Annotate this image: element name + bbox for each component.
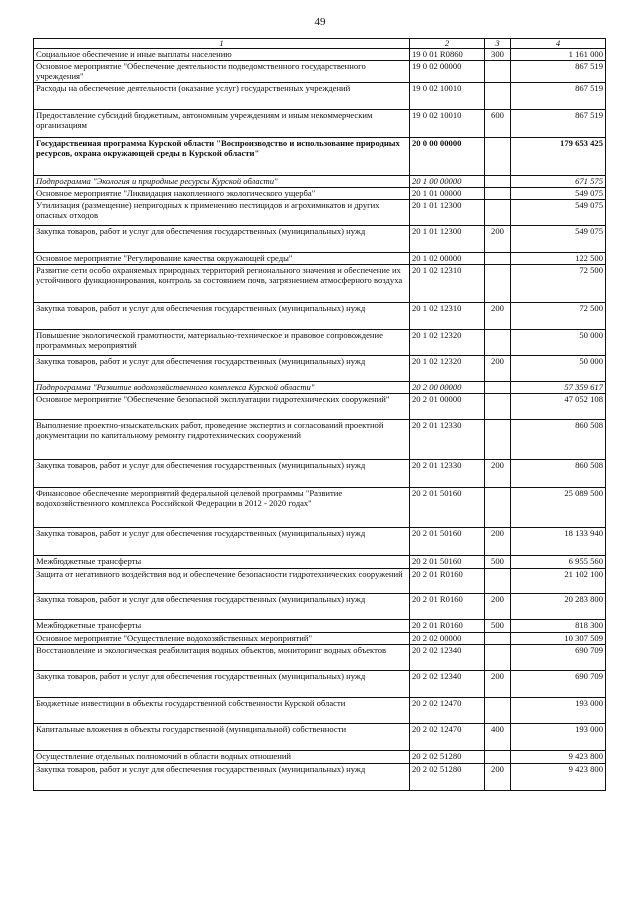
row-code: 20 2 01 00000 [410,394,485,420]
table-row [34,633,606,645]
row-code: 20 2 01 50160 [410,488,485,528]
row-amount: 867 519 [511,83,606,110]
row-amount: 57 359 617 [511,382,606,394]
row-code: 20 2 00 00000 [410,382,485,394]
row-code: 20 1 00 00000 [410,176,485,188]
row-name: Восстановление и экологическая реабилитация водных объектов, мониторинг водных объектов [34,645,410,671]
row-expense-type: 500 [485,620,511,633]
row-code: 19 0 02 10010 [410,110,485,138]
row-expense-type [485,176,511,188]
row-amount: 193 000 [511,698,606,724]
row-code: 19 0 02 10010 [410,83,485,110]
row-name: Предоставление субсидий бюджетным, автономным учреждениям и иным некоммерческим организациям [34,110,410,138]
table-row [34,110,606,138]
row-amount: 72 500 [511,303,606,330]
table-row [34,620,606,633]
column-header-name: 1 [34,39,410,49]
table-row [34,751,606,764]
row-amount: 20 283 800 [511,594,606,620]
row-expense-type [485,330,511,356]
row-code: 20 1 01 00000 [410,188,485,200]
row-amount: 122 500 [511,253,606,265]
row-amount: 860 508 [511,460,606,488]
table-row [34,645,606,671]
row-name: Утилизация (размещение) непригодных к применению пестицидов и агрохимикатов и других опасных отходов [34,200,410,226]
row-amount: 860 508 [511,420,606,460]
table-row [34,420,606,460]
row-expense-type [485,265,511,303]
row-expense-type: 200 [485,528,511,556]
row-expense-type [485,83,511,110]
row-code: 20 2 02 12470 [410,724,485,751]
row-amount: 72 500 [511,265,606,303]
row-expense-type [485,188,511,200]
row-amount: 690 709 [511,671,606,698]
row-amount: 10 307 509 [511,633,606,645]
row-expense-type [485,394,511,420]
row-name: Основное мероприятие "Ликвидация накопленного экологического ущерба" [34,188,410,200]
table-row [34,226,606,253]
row-name: Закупка товаров, работ и услуг для обеспечения государственных (муниципальных) нужд [34,356,410,382]
row-name: Осуществление отдельных полномочий в области водных отношений [34,751,410,764]
row-code: 19 0 02 00000 [410,61,485,83]
table-row [34,594,606,620]
row-name: Выполнение проектно-изыскательских работ, проведение экспертиз и согласований проектной документации по капитальному ремонту гидротехнических сооружений [34,420,410,460]
row-name: Основное мероприятие "Обеспечение деятельности подведомственного государственного учреждения" [34,61,410,83]
row-amount: 671 575 [511,176,606,188]
page-number: 49 [314,16,326,28]
table-row [34,382,606,394]
column-header-expense-type: 3 [485,39,511,49]
row-code: 20 2 02 51280 [410,764,485,791]
table-row [34,528,606,556]
row-name: Расходы на обеспечение деятельности (оказание услуг) государственных учреждений [34,83,410,110]
table-row [34,764,606,791]
row-expense-type [485,200,511,226]
row-expense-type [485,138,511,176]
row-amount: 6 955 560 [511,556,606,569]
row-code: 20 0 00 00000 [410,138,485,176]
row-amount: 549 075 [511,200,606,226]
row-amount: 179 653 425 [511,138,606,176]
row-expense-type [485,382,511,394]
row-expense-type [485,61,511,83]
row-amount: 50 000 [511,330,606,356]
row-expense-type [485,253,511,265]
row-expense-type: 200 [485,226,511,253]
row-amount: 1 161 000 [511,49,606,61]
row-name: Подпрограмма "Экология и природные ресурсы Курской области" [34,176,410,188]
row-expense-type: 500 [485,556,511,569]
row-name: Закупка товаров, работ и услуг для обеспечения государственных (муниципальных) нужд [34,226,410,253]
row-name: Закупка товаров, работ и услуг для обеспечения государственных (муниципальных) нужд [34,671,410,698]
table-row [34,200,606,226]
row-name: Основное мероприятие "Регулирование качества окружающей среды" [34,253,410,265]
row-name: Закупка товаров, работ и услуг для обеспечения государственных (муниципальных) нужд [34,528,410,556]
row-expense-type [485,633,511,645]
row-code: 19 0 01 R0860 [410,49,485,61]
row-code: 20 2 01 R0160 [410,594,485,620]
row-code: 20 2 02 12340 [410,645,485,671]
row-expense-type: 200 [485,356,511,382]
table-header-row [34,39,606,49]
row-code: 20 2 01 50160 [410,528,485,556]
table-row [34,83,606,110]
table-row [34,330,606,356]
table-row [34,724,606,751]
row-name: Закупка товаров, работ и услуг для обеспечения государственных (муниципальных) нужд [34,764,410,791]
row-amount: 25 089 500 [511,488,606,528]
row-name: Социальное обеспечение и иные выплаты населению [34,49,410,61]
row-code: 20 1 02 12310 [410,265,485,303]
row-expense-type [485,645,511,671]
row-code: 20 2 02 00000 [410,633,485,645]
table-row [34,356,606,382]
row-expense-type [485,751,511,764]
row-expense-type: 200 [485,303,511,330]
table-row [34,265,606,303]
table-row [34,138,606,176]
row-amount: 9 423 800 [511,764,606,791]
row-code: 20 1 01 12300 [410,226,485,253]
table-row [34,698,606,724]
row-expense-type: 600 [485,110,511,138]
table-row [34,394,606,420]
row-name: Основное мероприятие "Обеспечение безопасной эксплуатации гидротехнических сооружений" [34,394,410,420]
row-name: Бюджетные инвестиции в объекты государственной собственности Курской области [34,698,410,724]
row-amount: 18 133 940 [511,528,606,556]
row-expense-type [485,569,511,594]
row-expense-type [485,488,511,528]
budget-table [33,38,606,791]
row-code: 20 2 02 51280 [410,751,485,764]
row-name: Основное мероприятие "Осуществление водохозяйственных мероприятий" [34,633,410,645]
row-code: 20 2 01 50160 [410,556,485,569]
table-row [34,188,606,200]
row-expense-type: 300 [485,49,511,61]
table-row [34,556,606,569]
row-code: 20 2 02 12340 [410,671,485,698]
table-row [34,569,606,594]
row-code: 20 2 01 R0160 [410,569,485,594]
table-row [34,49,606,61]
row-name: Закупка товаров, работ и услуг для обеспечения государственных (муниципальных) нужд [34,594,410,620]
row-expense-type: 200 [485,671,511,698]
row-code: 20 1 02 12310 [410,303,485,330]
row-name: Защита от негативного воздействия вод и обеспечение безопасности гидротехнических сооружений [34,569,410,594]
row-code: 20 2 02 12470 [410,698,485,724]
row-expense-type [485,698,511,724]
row-amount: 690 709 [511,645,606,671]
row-amount: 867 519 [511,61,606,83]
row-expense-type: 200 [485,764,511,791]
table-row [34,61,606,83]
table-row [34,176,606,188]
row-name: Закупка товаров, работ и услуг для обеспечения государственных (муниципальных) нужд [34,303,410,330]
row-name: Межбюджетные трансферты [34,556,410,569]
row-amount: 549 075 [511,188,606,200]
row-name: Финансовое обеспечение мероприятий федеральной целевой программы "Развитие водохозяйственного комплекса Российской Федерации в 2012 - 2020 годах" [34,488,410,528]
row-amount: 867 519 [511,110,606,138]
row-amount: 818 300 [511,620,606,633]
row-amount: 193 000 [511,724,606,751]
row-name: Межбюджетные трансферты [34,620,410,633]
row-name: Государственная программа Курской области "Воспроизводство и использование природных ресурсов, охрана окружающей среды в Курской области" [34,138,410,176]
row-amount: 47 052 108 [511,394,606,420]
row-code: 20 2 01 R0160 [410,620,485,633]
row-name: Повышение экологической грамотности, материально-техническое и правовое сопровождение программных мероприятий [34,330,410,356]
row-code: 20 1 01 12300 [410,200,485,226]
row-expense-type: 200 [485,594,511,620]
column-header-amount: 4 [511,39,606,49]
row-name: Развитие сети особо охраняемых природных территорий регионального значения и обеспечение их устойчивого функционирования, контроль за состоянием почв, загрязнением атмосферного воздуха [34,265,410,303]
row-name: Подпрограмма "Развитие водохозяйственного комплекса Курской области" [34,382,410,394]
row-amount: 549 075 [511,226,606,253]
row-code: 20 1 02 12320 [410,356,485,382]
row-expense-type [485,420,511,460]
column-header-code: 2 [410,39,485,49]
row-name: Капитальные вложения в объекты государственной (муниципальной) собственности [34,724,410,751]
row-code: 20 2 01 12330 [410,420,485,460]
table-row [34,253,606,265]
row-code: 20 1 02 00000 [410,253,485,265]
table-row [34,303,606,330]
row-expense-type: 200 [485,460,511,488]
row-code: 20 1 02 12320 [410,330,485,356]
row-amount: 9 423 800 [511,751,606,764]
table-row [34,488,606,528]
table-row [34,460,606,488]
row-name: Закупка товаров, работ и услуг для обеспечения государственных (муниципальных) нужд [34,460,410,488]
table-row [34,671,606,698]
row-amount: 50 000 [511,356,606,382]
row-code: 20 2 01 12330 [410,460,485,488]
row-expense-type: 400 [485,724,511,751]
row-amount: 21 102 100 [511,569,606,594]
